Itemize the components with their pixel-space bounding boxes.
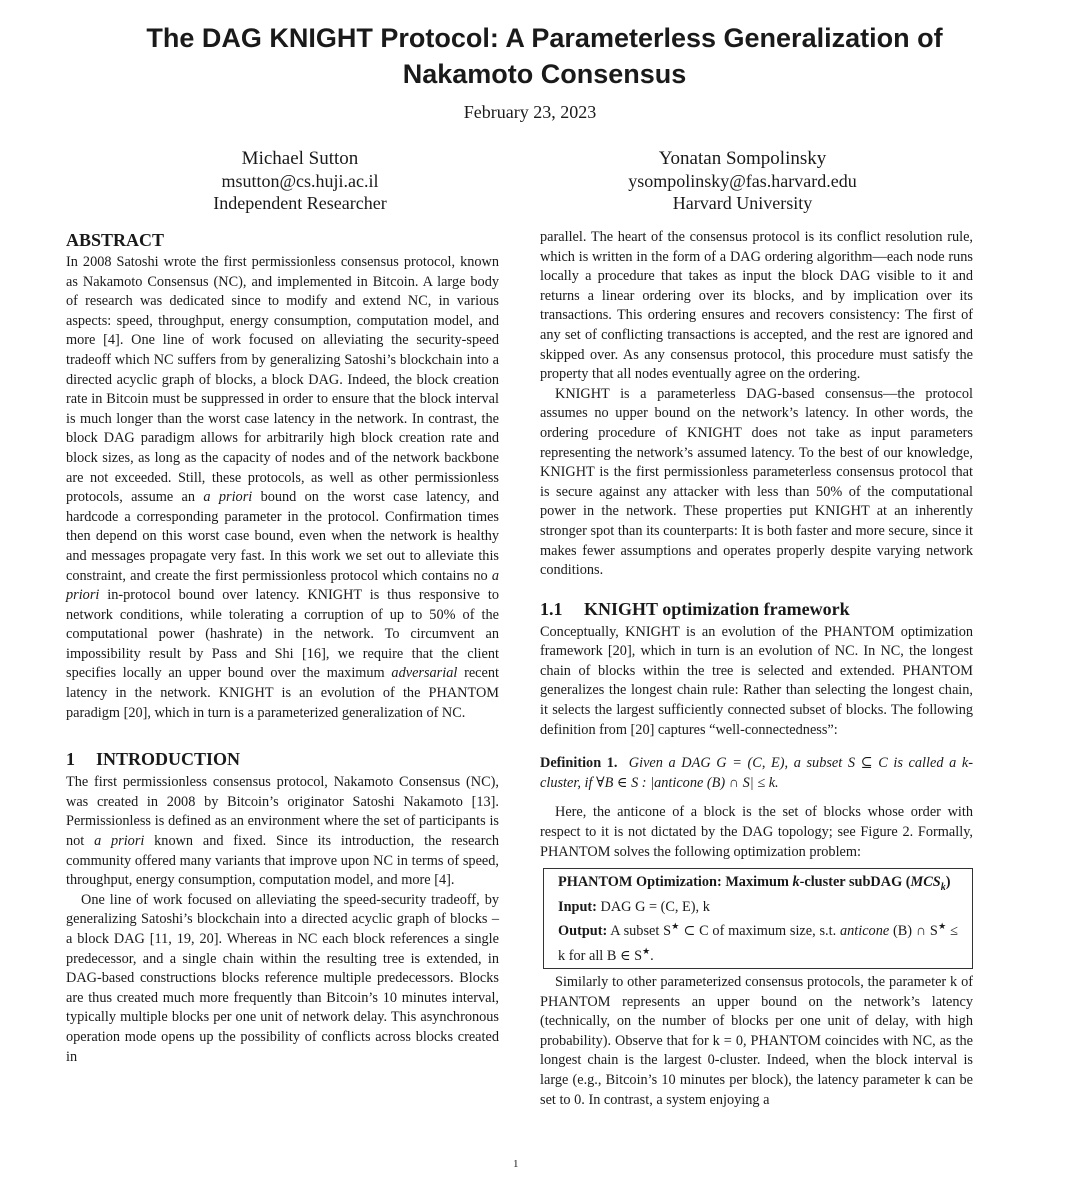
right-column bbox=[540, 228, 973, 1110]
intro-paragraph-4: KNIGHT is a parameterless DAG-based consensus—the protocol assumes no upper bound on the network’s latency. In other words, the ordering procedure of KNIGHT does not take as input parameters representing the network’s assumed latency. To the best of our knowledge, KNIGHT is the first permissionless parameterless consensus protocol that is secure against any attacker with less than 50% of the computational power in the network. These properties put KNIGHT at an inherently stronger spot than its counterparts: It is both faster and more secure, since it makes fewer assumptions and operates properly despite varying network conditions. bbox=[540, 385, 973, 579]
introduction-heading: 1 INTRODUCTION bbox=[66, 749, 241, 770]
intro-paragraph-1: The first permissionless consensus protocol, Nakamoto Consensus (NC), was created in 2008 by Bitcoin’s originator Satoshi Nakamoto [13]. Permissionless is defined as an environment where the set of participants is not a priori known and fixed. Since its introduction, the research community offered many variants that improve upon NC in terms of speed, throughput, energy consumption, computation model, and more [4]. bbox=[66, 774, 500, 889]
abstract-text: In 2008 Satoshi wrote the first permissionless consensus protocol, known as Nakamoto Consensus (NC), and implemented in Bitcoin. A large body of research was dedicated since to modify and extend NC, in various aspects: speed, throughput, energy consumption, computation model, and more [4]. One line of work focused on alleviating the security-speed tradeoff which NC suffers from by generalizing Satoshi’s blockchain into a directed acyclic graph of blocks, a block DAG. Indeed, the block creation rate in Bitcoin must be suppressed in order to ensure that the block interval is much longer than the worst case latency in the network. In contrast, the block DAG paradigm allows for arbitrarily high block creation rate and block sizes, as long as the capacity of nodes and of the network backbone are not exceeded. Still, these protocols, as well as other permissionless protocols, assume an a priori bound on the worst case latency, and hardcode a corresponding parameter in the protocol. Confirmation times then depend on this worst case bound, even when the network is healthy and messages propagate very fast. In this work we set out to alleviate this constraint, and create the first permissionless protocol which contains no a priori in-protocol bound over latency. KNIGHT is thus responsive to network conditions, while tolerating a corruption of up to 50% of the computational power (hashrate) in the network. To circumvent an impossibility result by Pass and Shi [16], we require that the client specifies locally an upper bound over the maximum adversarial recent latency in the network. KNIGHT is an evolution of the PHANTOM paradigm [20], which in turn is a parameterized generalization of NC. bbox=[66, 254, 500, 721]
left-column bbox=[66, 228, 499, 1067]
author-name: Michael Sutton bbox=[241, 148, 359, 169]
page-number: 1 bbox=[513, 1158, 519, 1170]
author-affiliation: Independent Researcher bbox=[213, 193, 387, 213]
title-line-1: The DAG KNIGHT Protocol: A Parameterless Generalization of bbox=[146, 23, 943, 53]
subsection-heading: 1.1 KNIGHT optimization framework bbox=[540, 598, 850, 619]
title-line-2: Nakamoto Consensus bbox=[402, 59, 687, 89]
box-output: Output: A subset S★ ⊂ C of maximum size, s.t. anticone (B) ∩ S★ ≤ k for all B ∈ S★. bbox=[558, 921, 959, 964]
paper-date: February 23, 2023 bbox=[463, 102, 597, 122]
subsection-paragraph-1: Conceptually, KNIGHT is an evolution of the PHANTOM optimization framework [20], which in turn is an evolution of NC. In NC, the longest chain of blocks within the tree is selected and extended. PHANTOM generalizes the longest chain rule: Rather than selecting the longest chain, it selects the largest sufficiently connected subset of blocks. The following definition from [20] captures “well-connectedness”: bbox=[540, 623, 973, 738]
author-name: Yonatan Sompolinsky bbox=[658, 148, 827, 169]
subsection-paragraph-3: Similarly to other parameterized consensus protocols, the parameter k of PHANTOM represents an upper bound on the network’s latency (technically, on the number of blocks per one unit of delay, with high probability). Observe that for k = 0, PHANTOM coincides with NC, as the longest chain is the largest 0-cluster. Indeed, when the block interval is large (e.g., Bitcoin’s 10 minutes per block), the latency parameter k can be set to 0. In contrast, a system enjoying a bbox=[540, 973, 973, 1108]
definition-1: Definition 1. Given a DAG G = (C, E), a subset S ⊆ C is called a k-cluster, if ∀B ∈ S : |anticone (B) ∩ S| ≤ k. bbox=[540, 755, 973, 791]
author-email: msutton@cs.huji.ac.il bbox=[221, 171, 379, 191]
box-title: PHANTOM Optimization: Maximum k-cluster subDAG $(MCS_k)$ bbox=[558, 874, 951, 894]
author-block-2 bbox=[570, 148, 915, 214]
intro-paragraph-2: One line of work focused on alleviating the speed-security tradeoff, by generalizing Satoshi’s blockchain into a directed acyclic graph of blocks – a block DAG [11, 19, 20]. Whereas in NC each block references a single predecessor, and a single chain within the resulting tree is extended, in DAG-based constructions blocks reference multiple predecessors. Blocks are thus created much more frequently than Bitcoin’s 10 minutes interval, typically multiple blocks per one unit of network delay. This asynchronous operation mode opens up the possibility of conflicts across blocks created in bbox=[66, 891, 499, 1065]
subsection-paragraph-2: Here, the anticone of a block is the set of blocks whose order with respect to it is not dictated by the DAG topology; see Figure 2. Formally, PHANTOM solves the following optimization problem: bbox=[540, 804, 973, 860]
author-affiliation: Harvard University bbox=[672, 193, 813, 213]
paper-title bbox=[40, 20, 1049, 92]
box-input: Input: DAG G = (C, E), k bbox=[558, 898, 710, 915]
intro-paragraph-3: parallel. The heart of the consensus protocol is its conflict resolution rule, which is written in the form of a DAG ordering algorithm—each node runs locally a procedure that takes as input the block DAG visible to it and returns a linear ordering over its blocks, and by implication over its transactions. This ordering ensures and recovers consistency: The first of any set of conflicting transactions is accepted, and the rest are ignored and skipped over. As any consensus protocol, this procedure must satisfy the property that all nodes eventually agree on the ordering. bbox=[540, 229, 973, 383]
author-block-1 bbox=[140, 148, 460, 214]
phantom-optimization-box bbox=[543, 868, 973, 969]
author-email: ysompolinsky@fas.harvard.edu bbox=[628, 171, 857, 191]
abstract-heading: ABSTRACT bbox=[66, 230, 165, 250]
